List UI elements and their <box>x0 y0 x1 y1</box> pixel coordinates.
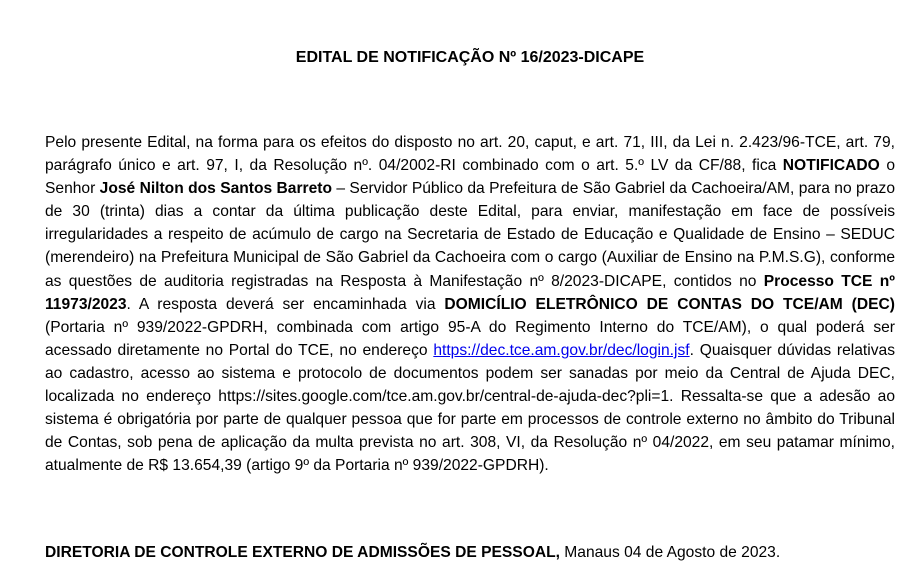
notified-person-name: José Nilton dos Santos Barreto <box>99 180 333 198</box>
body-text-details: – Servidor Público da Prefeitura de São Gabriel da Cachoeira/AM, para no prazo de 30 (trinta) dias a contar da última publicação deste Edital, para enviar, manifestação em face de possíveis irregularidades a respeito de acúmulo de cargo na Secretaria de Estado de Educação e Qualidade de Ensino – SEDUC (merendeiro) na Prefeitura Municipal de São Gabriel da Cachoeira com o cargo (Auxiliar de Ensino na P.M.S.G), conforme as questões de auditoria registradas na Resposta à Manifestação nº 8/2023-DICAPE, contidos no <box>45 180 895 290</box>
body-text-intro: Pelo presente Edital, na forma para os efeitos do disposto no art. 20, caput, e art. 71, III, da Lei n. 2.423/96-TCE, art. 79, parágrafo único e art. 97, I, da Resolução nº. 04/2002-RI combinado com o art. 5.º LV da CF/88, fica <box>45 134 895 175</box>
body-text-closing: . Quaisquer dúvidas relativas ao cadastro, acesso ao sistema e protocolo de documentos podem ser sanadas por meio da Central de Ajuda DEC, localizada no endereço https://sites.google.com/tce.am.gov.br/central-de-ajuda-dec?pli=1. Ressalta-se que a adesão ao sistema é obrigatória por parte de qualquer pessoa que for parte em processos de controle externo no âmbito do Tribunal de Contas, sob pena de aplicação da multa prevista no art. 308, VI, da Resolução nº 04/2022, em seu patamar mínimo, atualmente de R$ 13.654,39 (artigo 9º da Portaria nº 939/2022-GPDRH). <box>45 341 895 475</box>
signature-line <box>45 542 905 564</box>
department-name: DIRETORIA DE CONTROLE EXTERNO DE ADMISSÕES DE PESSOAL, <box>45 544 560 561</box>
body-text-salutation: o Senhor <box>45 157 895 198</box>
place-and-date: Manaus 04 de Agosto de 2023. <box>559 544 781 561</box>
dec-login-link[interactable]: https://dec.tce.am.gov.br/dec/login.jsf <box>433 341 690 359</box>
body-text-response: . A resposta deverá ser encaminhada via <box>126 295 445 313</box>
document-title: EDITAL DE NOTIFICAÇÃO Nº 16/2023-DICAPE <box>295 49 645 66</box>
notified-label: NOTIFICADO <box>782 157 880 175</box>
notification-body <box>45 131 895 477</box>
body-text-portaria: (Portaria nº 939/2022-GPDRH, combinada com artigo 95-A do Regimento Interno do TCE/AM), o qual poderá ser acessado diretamente no Portal do TCE, no endereço <box>45 318 895 359</box>
dec-system-name: DOMICÍLIO ELETRÔNICO DE CONTAS DO TCE/AM (DEC) <box>444 295 895 313</box>
process-number: Processo TCE nº 11973/2023 <box>45 272 895 313</box>
